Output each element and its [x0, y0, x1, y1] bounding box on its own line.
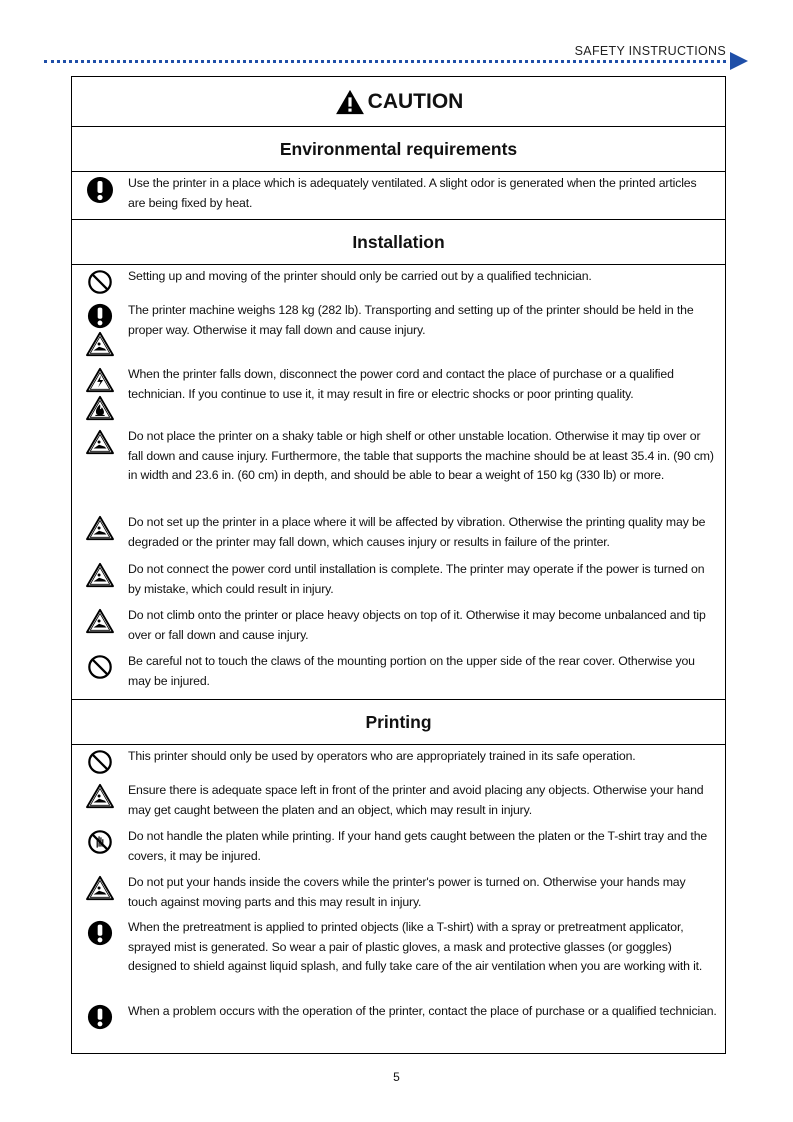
item-text: Do not place the printer on a shaky table or high shelf or other unstable location. Otherwise it may tip over or fall down and cause injury. Furthermore, the table that supports the machine should be at least 35.4 in. (90 cm) in width and 23.6 in. (60 cm) in depth, and should be able to bear a weight of 150 kg (330 lb) or more.	[128, 429, 714, 482]
mandatory-icon	[86, 176, 114, 204]
injury-warning-icon	[85, 429, 115, 455]
list-item	[72, 827, 725, 873]
list-item	[72, 265, 725, 301]
header-dotted-rule	[44, 60, 726, 63]
prohibited-icon	[87, 749, 113, 775]
item-icons	[72, 1002, 128, 1042]
item-text: Setting up and moving of the printer should only be carried out by a qualified technician.	[128, 269, 592, 283]
list-item	[72, 606, 725, 652]
item-icons	[72, 560, 128, 606]
list-item	[72, 918, 725, 1002]
mandatory-icon	[87, 920, 113, 946]
prohibited-icon	[87, 269, 113, 295]
item-text: Do not climb onto the printer or place heavy objects on top of it. Otherwise it may become unbalanced and tip over or fall down and cause injury.	[128, 608, 706, 642]
page-header	[44, 44, 748, 74]
item-icons	[72, 652, 128, 697]
list-item	[72, 781, 725, 827]
injury-warning-icon	[85, 515, 115, 541]
item-icons	[72, 873, 128, 918]
injury-warning-icon	[85, 783, 115, 809]
item-text: When a problem occurs with the operation of the printer, contact the place of purchase or a qualified technician.	[128, 1004, 717, 1018]
caution-triangle-icon	[334, 89, 366, 115]
item-text: Do not put your hands inside the covers while the printer's power is turned on. Otherwise your hands may touch against moving parts and this may result in injury.	[128, 875, 686, 909]
item-icons	[72, 301, 128, 365]
header-arrow-icon	[730, 52, 748, 70]
no-touch-icon	[87, 829, 113, 855]
caution-heading	[72, 77, 725, 127]
item-text: Use the printer in a place which is adequately ventilated. A slight odor is generated when the printed articles are being fixed by heat.	[128, 176, 697, 210]
item-text: Do not handle the platen while printing. If your hand gets caught between the platen or the T-shirt tray and the covers, it may be injured.	[128, 829, 708, 863]
section-title-printing: Printing	[72, 700, 725, 745]
list-item	[72, 560, 725, 606]
list-item	[72, 301, 725, 365]
header-title: SAFETY INSTRUCTIONS	[574, 44, 726, 58]
list-item	[72, 652, 725, 697]
section-installation	[72, 265, 725, 700]
injury-warning-icon	[85, 331, 115, 357]
item-icons	[72, 513, 128, 560]
item-icons	[72, 427, 128, 513]
mandatory-icon	[87, 303, 113, 329]
item-text: The printer machine weighs 128 kg (282 lb). Transporting and setting up of the printer should be held in the proper way. Otherwise it may fall down and cause injury.	[128, 303, 694, 337]
electric-shock-warning-icon	[85, 367, 115, 393]
item-text: When the pretreatment is applied to printed objects (like a T-shirt) with a spray or pretreatment applicator, sprayed mist is generated. So wear a pair of plastic gloves, a mask and protective glasses (or goggles) designed to shield against liquid splash, and fully take care of the air ventilation when you are working with it.	[128, 920, 703, 973]
section-printing	[72, 745, 725, 1045]
item-icons	[72, 781, 128, 827]
item-icons	[72, 365, 128, 427]
item-text: Ensure there is adequate space left in front of the printer and avoid placing any objects. Otherwise your hand may get caught between the platen and an object, which may result in injury.	[128, 783, 704, 817]
item-text: When the printer falls down, disconnect the power cord and contact the place of purchase or a qualified technician. If you continue to use it, it may result in fire or electric shocks or poor printing quality.	[128, 367, 674, 401]
item-text: Do not set up the printer in a place where it will be affected by vibration. Otherwise the printing quality may be degraded or the printer may fall down, which causes injury or results in failure of the printer.	[128, 515, 706, 549]
item-icons	[72, 267, 128, 301]
injury-warning-icon	[85, 608, 115, 634]
item-text: This printer should only be used by operators who are appropriately trained in its safe operation.	[128, 749, 636, 763]
item-text: Be careful not to touch the claws of the mounting portion on the upper side of the rear cover. Otherwise you may be injured.	[128, 654, 695, 688]
item-icons	[72, 174, 128, 213]
list-item	[72, 172, 725, 213]
list-item	[72, 745, 725, 781]
prohibited-icon	[87, 654, 113, 680]
section-environment	[72, 172, 725, 220]
item-icons	[72, 918, 128, 1002]
caution-title: CAUTION	[367, 89, 464, 113]
page-number: 5	[393, 1070, 400, 1084]
item-icons	[72, 747, 128, 781]
list-item	[72, 873, 725, 918]
item-text: Do not connect the power cord until installation is complete. The printer may operate if the power is turned on by mistake, which could result in injury.	[128, 562, 705, 596]
injury-warning-icon	[85, 875, 115, 901]
mandatory-icon	[87, 1004, 113, 1030]
fire-warning-icon	[85, 395, 115, 421]
section-title-environment: Environmental requirements	[72, 127, 725, 172]
list-item	[72, 513, 725, 560]
item-icons	[72, 606, 128, 652]
list-item	[72, 427, 725, 513]
list-item	[72, 1002, 725, 1042]
caution-box	[71, 76, 726, 1054]
injury-warning-icon	[85, 562, 115, 588]
item-icons	[72, 827, 128, 873]
list-item	[72, 365, 725, 427]
section-title-installation: Installation	[72, 220, 725, 265]
